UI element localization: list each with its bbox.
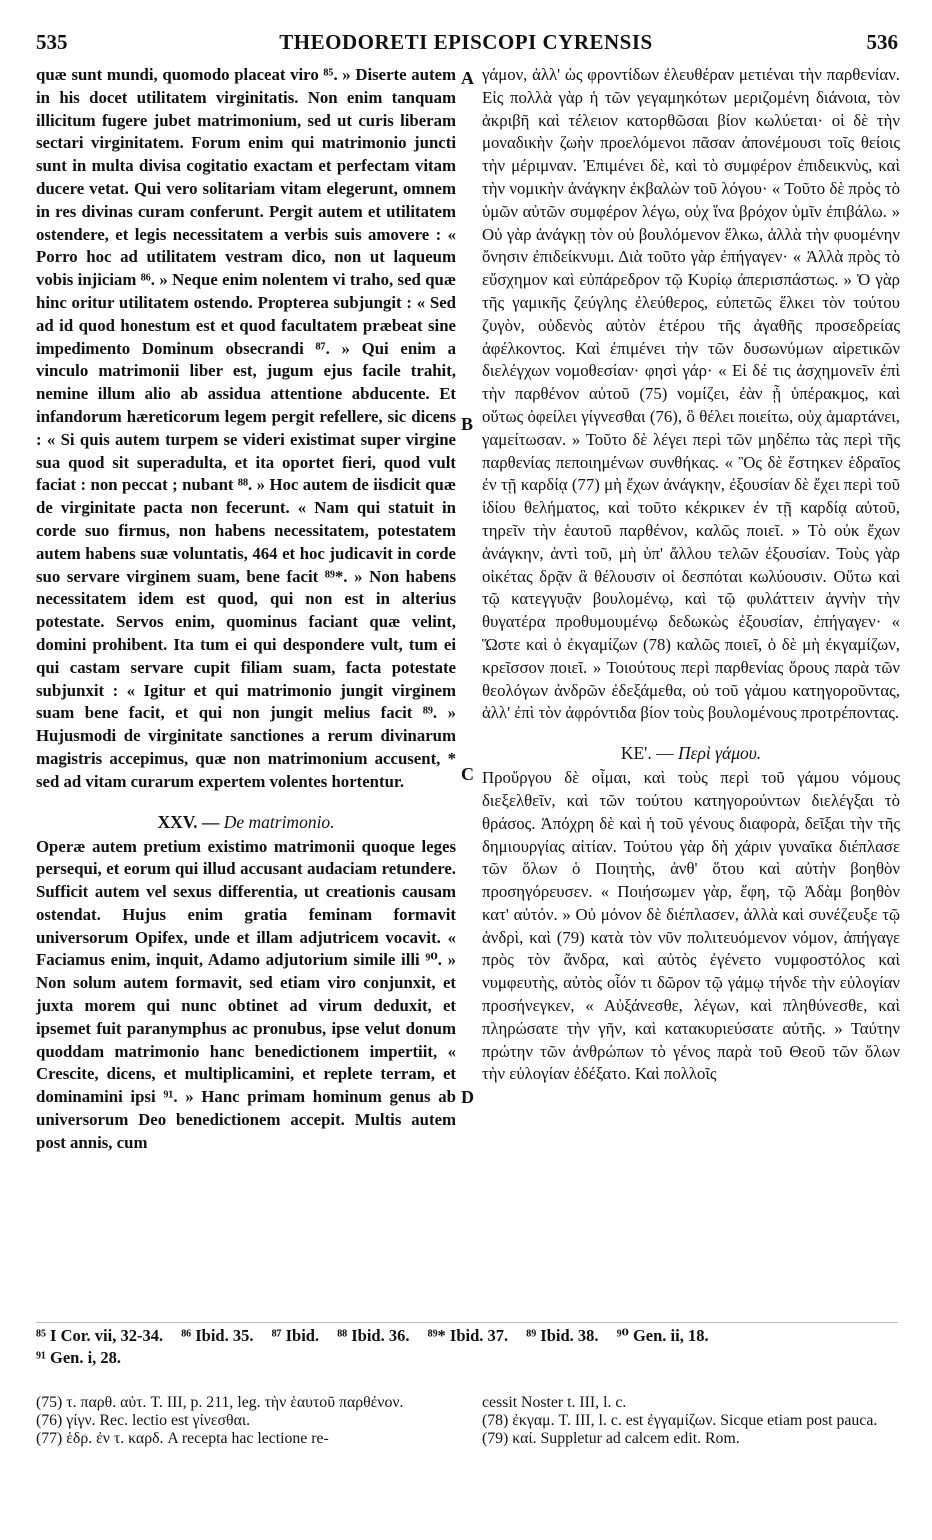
critical-note: (79) καί. Suppletur ad calcem edit. Rom.: [482, 1430, 740, 1447]
latin-heading-number: XXV. —: [157, 811, 220, 832]
latin-paragraph-2: Operæ autem pretium existimo matrimonii quoque leges persequi, et eorum qui illud accusant audaciam retundere. Sufficit autem vel sexus differentia, ut creationis causam ostendat. Hujus enim gratia feminam formavit universorum Opifex, unde et illam adjutricem vocavit. « Faciamus enim, inquit, Adamo adjutorium simile illi ⁹⁰. » Non solum autem formavit, sed etiam viro conjunxit, et juxta morem qui nunc obtinet ad virum deduxit, et ipsemet fuit paranymphus ac pronubus, ipse velut donum quoddam matrimonio hanc benedictionem impertiit, « Crescite, dicens, et multiplicamini, et replete terram, et dominamini ipsi ⁹¹. » Hanc primam hominum genus ab universorum Deo benedictionem accepit. Multis autem post annis, cum: [36, 836, 456, 1152]
footnote: ⁸⁵ I Cor. vii, 32-34.: [36, 1326, 164, 1345]
latin-heading-title: De matrimonio.: [223, 811, 335, 832]
footnote-separator: [36, 1322, 898, 1323]
greek-heading-title: Περὶ γάμου.: [677, 743, 762, 764]
page-number-left: 535: [36, 30, 68, 54]
greek-heading-number: ΚΕ'. —: [620, 743, 674, 764]
footnote: ⁸⁹ Ibid. 38.: [526, 1326, 599, 1345]
footnote: ⁸⁸ Ibid. 36.: [337, 1326, 410, 1345]
critical-note: (75) τ. παρθ. αὐτ. T. III, p. 211, leg. τὴν ἑαυτοῦ παρθένον.: [36, 1394, 404, 1411]
footnote: ⁸⁹* Ibid. 37.: [427, 1326, 509, 1345]
critical-note: (76) γίγν. Rec. lectio est γίνεσθαι.: [36, 1412, 251, 1429]
critical-note: (78) ἐκγαμ. T. III, l. c. est ἐγγαμίζων. Sicque etiam post pauca.: [482, 1412, 878, 1429]
running-title: THEODORETI EPISCOPI CYRENSIS: [279, 30, 653, 54]
latin-paragraph-1: quæ sunt mundi, quomodo placeat viro ⁸⁵. » Diserte autem in his docet utilitatem virginitatis. Non enim tanquam illicitum fugere jubet matrimonium, sed ut curis liberam sectari virginitatem. Forum enim qui matrimonio juncti sunt in multa divisa cogitatio exactam et perfectam vitam ducere vetat. Qui vero solitariam vitam elegerunt, omnem in res divinas curam conferunt. Pergit autem et utilitatem ostendere, et legis necessitatem a verbis suis amovere : « Porro hoc ad utilitatem vestram dico, non ut laqueum vobis injiciam ⁸⁶. » Neque enim nolentem vi traho, sed quæ hinc oritur utilitatem ostendo. Propterea subjungit : « Sed ad id quod honestum est et quod facultatem præbeat sine impedimento Dominum obsecrandi ⁸⁷. » Qui enim a vinculo matrimonii liber est, jugum ejus facile trahit, nemine illum alio ab assidua attentione abducente. Et infandorum hæreticorum legem pergit refellere, sic dicens : « Si quis autem turpem se videri existimat super virgine sua quod sit superadulta, et ita oportet fieri, quod vult faciat : non peccat ; nubant ⁸⁸. » Hoc autem de iisdicit quæ de virginitate pacta non fecerunt. « Nam qui statuit in corde suo firmus, non habens necessitatem, potestatem autem habens suæ voluntatis, 464 et hoc judicavit in corde suo servare virginem suam, bene facit ⁸⁹*. » Non habens necessitatem idem est quod, qui non est in alterius potestate. Servos enim, quominus faciant quæ velint, domini prohibent. Ita tum ei qui despondere vult, tum ei qui castam servare cupit filiam suam, facta potestate subjunxit : « Igitur et qui matrimonio jungit virginem suam bene facit, et qui non jungit melius facit ⁸⁹. » Hujusmodi de virginitate sanctiones a rerum divinarum magistris accepimus, quæ non matrimonium accusent, * sed ad vitam curarum expertem volentes hortentur.: [36, 65, 456, 791]
critical-note: cessit Noster t. III, l. c.: [482, 1394, 627, 1411]
greek-section-heading: [482, 739, 900, 767]
greek-paragraph-2: Προὔργου δὲ οἶμαι, καὶ τοὺς περὶ τοῦ γάμου νόμους διεξελθεῖν, καὶ τῶν τούτου κατηγορούντων διελέγξαι τὸ θράσος. Ἀπόχρη δὲ καὶ ἡ τοῦ γένους διαφορὰ, δεῖξαι τὴν τῆς δημιουργίας αἰτίαν. Τούτου γὰρ δὴ χάριν γυναῖκα διέπλασε τῶν ὅλων ὁ Ποιητὴς, ἀνθ' ὅτου καὶ αὐτὴν βοηθὸν προσηγόρευσεν. « Ποιήσωμεν γὰρ, ἔφη, τῷ Ἀδὰμ βοηθὸν κατ' αὐτόν. » Οὐ μόνον δὲ διέπλασεν, ἀλλὰ καὶ συνέζευξε τῷ ἀνδρὶ, καὶ (79) κατὰ τὸν νῦν πολιτευόμενον νόμον, ἀπήγαγε πρὸς τὸν ἄνδρα, καὶ αὐτὸς ἐγένετο νυμφοστόλος καὶ νυμφευτὴς, αὐτὸς οἷόν τι δῶρον τῷ γάμῳ τήνδε τὴν εὐλογίαν προσήνεγκεν, « Αὐξάνεσθε, λέγων, καὶ πληθύνεσθε, καὶ πληρώσατε τὴν γῆν, καὶ κατακυριεύσατε αὐτῆς. » Ταύτην πρώτην τῶν ἀνθρώπων τὸ γένος παρὰ τοῦ Θεοῦ τῶν ὅλων τὴν εὐλογίαν ἐδέξατο. Καὶ πολλοῖς: [482, 768, 900, 1084]
critical-notes-left: [36, 1394, 466, 1448]
latin-section-heading: [36, 808, 456, 836]
footnote: ⁸⁶ Ibid. 35.: [181, 1326, 254, 1345]
footnote-line-1: [36, 1325, 898, 1347]
critical-notes-right: [482, 1394, 900, 1448]
margin-letter-c: C: [461, 764, 474, 784]
greek-paragraph-1: γάμον, ἀλλ' ὡς φροντίδων ἐλευθέραν μετιέναι τὴν παρθενίαν. Εἰς πολλὰ γὰρ ἡ τῶν γεγαμηκότων μεριζομένη διάνοια, τὸν ἀκριβῆ καὶ τέλειον κατορθῶσαι βίον κωλύεται· οἱ δὲ τὴν μοναδικὴν ζωὴν προελόμενοι πᾶσαν ἀπονέμουσι τοῖς θείοις τὴν μέριμναν. Ἐπιμένει δὲ, καὶ τὸ συμφέρον ἐπιδεικνὺς, καὶ τὴν νομικὴν ἀνάγκην ἐκβαλὼν τοῦ λόγου· « Τοῦτο δὲ πρὸς τὸ ὑμῶν αὐτῶν συμφέρον λέγω, οὐχ ἵνα βρόχον ὑμῖν ἐπιβάλω. » Οὐ γὰρ ἀνάγκῃ τὸν οὐ βουλόμενον ἕλκω, ἀλλὰ τὴν φυομένην ὄνησιν ἐπιδείκνυμι. Διὰ τοῦτο γὰρ ἐπήγαγεν· « Ἀλλὰ πρὸς τὸ εὔσχημον καὶ εὐπάρεδρον τῷ Κυρίῳ ἀπερισπάστως. » Ὁ γὰρ τῆς γαμικῆς ζεύγλης ἐλεύθερος, εὐπετῶς ἕλκει τὸν τούτου ζυγὸν, οὐδενὸς αὐτὸν ἑτέρου τῆς ἀγαθῆς προσεδρείας ἀφέλκοντος. Καὶ ἐπιμένει τὴν τῶν δυσωνύμων αἱρετικῶν διελέγχων νομοθεσίαν· φησὶ γάρ· « Εἰ δέ τις ἀσχημονεῖν ἐπὶ τὴν παρθένον αὐτοῦ (75) νομίζει, ἐὰν ᾖ ὑπέρακμος, καὶ οὕτως ὀφείλει γίγνεσθαι (76), ὃ θέλει ποιείτω, οὐχ ἁμαρτάνει, γαμείτωσαν. » Τοῦτο δὲ λέγει περὶ τῶν μηδέπω τὰς περὶ τῆς παρθενίας πεποιημένων συνθήκας. « Ὃς δὲ ἕστηκεν ἑδραῖος ἐν τῇ καρδίᾳ (77) μὴ ἔχων ἀνάγκην, ἐξουσίαν δὲ ἔχει περὶ τοῦ ἰδίου θελήματος, καὶ τοῦτο κέκρικεν ἐν τῇ καρδίᾳ αὐτοῦ, τηρεῖν τὴν ἑαυτοῦ παρθένον, καλῶς ποιεῖ. » Τὸ οὐκ ἔχων ἀνάγκην, ἀντὶ τοῦ, μὴ ὑπ' ἄλλου τελῶν ἐξουσίαν. Τοὺς γὰρ οἰκέτας δρᾷν ἃ θέλουσιν οἱ δεσπόται κωλύουσιν. Οὕτω καὶ τῷ κατεγγυᾷν βουλομένῳ, καὶ τῷ φυλάττειν ἁγνὴν τὴν θυγατέρα προθυμουμένῳ δεδωκὼς ἐξουσίαν, ἐπήγαγεν· « Ὥστε καὶ ὁ ἐκγαμίζων (78) καλῶς ποιεῖ, ὁ δὲ μὴ ἐκγαμίζων, κρεῖσσον ποιεῖ. » Τοιούτους περὶ παρθενίας ὅρους παρὰ τῶν θεολόγων ἀνδρῶν ἐδεξάμεθα, οὐ τοῦ γάμου κατηγοροῦντας, ἀλλ' ἐπὶ τὸν ἀφρόντιδα βίον τοὺς βουλομένους προτρέποντας.: [482, 65, 900, 723]
critical-note: (77) ἑδρ. ἐν τ. καρδ. A recepta hac lectione re-: [36, 1430, 329, 1447]
margin-letter-b: B: [461, 414, 474, 434]
latin-column: [36, 64, 456, 1155]
footnote: ⁸⁷ Ibid.: [271, 1326, 320, 1345]
footnote: ⁹¹ Gen. i, 28.: [36, 1348, 122, 1367]
running-header: [30, 30, 902, 58]
footnote-line-2: [36, 1347, 898, 1369]
scripture-footnotes: [36, 1325, 898, 1369]
margin-letter-a: A: [461, 68, 474, 88]
margin-letter-d: D: [461, 1087, 474, 1107]
page-number-right: 536: [866, 30, 898, 54]
footnote: ⁹⁰ Gen. ii, 18.: [616, 1326, 709, 1345]
greek-column: [482, 64, 900, 1086]
